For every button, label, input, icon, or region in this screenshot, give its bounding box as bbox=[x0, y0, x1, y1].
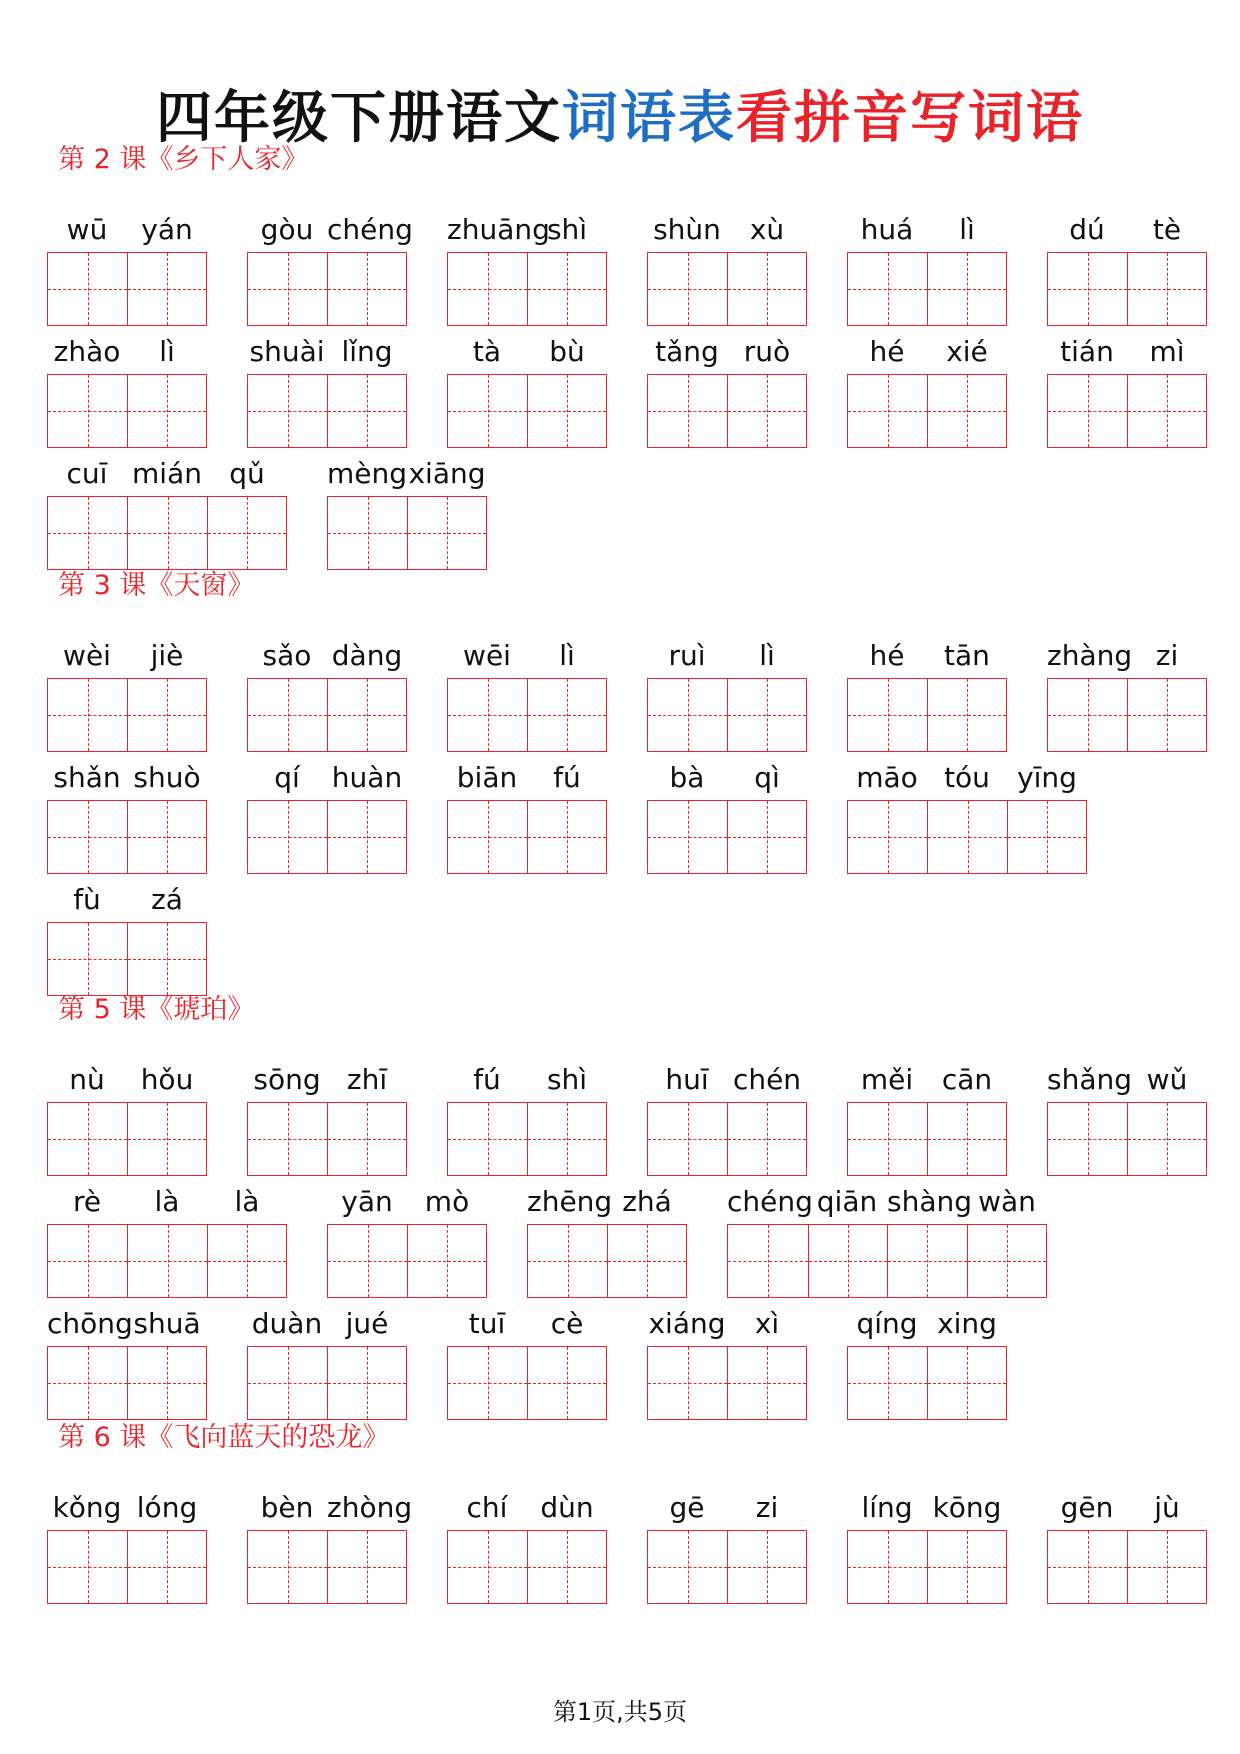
writing-grid bbox=[447, 1530, 607, 1604]
writing-cell[interactable] bbox=[1048, 253, 1127, 325]
pinyin-syllable: bà bbox=[669, 761, 705, 794]
pinyin-syllable: fù bbox=[73, 883, 101, 916]
writing-grid bbox=[47, 1102, 207, 1176]
writing-grid bbox=[447, 678, 607, 752]
pinyin-syllable: zi bbox=[755, 1491, 779, 1524]
pinyin-syllable: shùn bbox=[653, 213, 721, 246]
pinyin-syllable: bù bbox=[549, 335, 585, 368]
writing-grid bbox=[47, 922, 207, 996]
writing-cell[interactable] bbox=[648, 679, 727, 751]
writing-grid bbox=[447, 1346, 607, 1420]
writing-cell[interactable] bbox=[328, 497, 407, 569]
pinyin-syllable: hé bbox=[869, 639, 905, 672]
writing-grid bbox=[47, 800, 207, 874]
pinyin-syllable: fú bbox=[473, 1063, 501, 1096]
writing-cell[interactable] bbox=[248, 253, 327, 325]
pinyin-syllable: xiāng bbox=[408, 457, 486, 490]
pinyin-syllable: tuī bbox=[468, 1307, 506, 1340]
writing-cell[interactable] bbox=[1048, 375, 1127, 447]
pinyin-syllable: xiáng bbox=[648, 1307, 726, 1340]
pinyin-syllable: chéng bbox=[727, 1185, 813, 1218]
pinyin-syllable: shuā bbox=[133, 1307, 201, 1340]
writing-cell[interactable] bbox=[448, 801, 527, 873]
writing-cell[interactable] bbox=[327, 1103, 406, 1175]
writing-cell[interactable] bbox=[1127, 1103, 1206, 1175]
pinyin-syllable: fú bbox=[553, 761, 581, 794]
pinyin-syllable: hǒu bbox=[140, 1063, 194, 1096]
writing-grid bbox=[247, 1346, 407, 1420]
writing-cell[interactable] bbox=[527, 1531, 606, 1603]
pinyin-syllable: xié bbox=[946, 335, 988, 368]
writing-grid bbox=[47, 1224, 287, 1298]
pinyin-syllable: zhào bbox=[53, 335, 121, 368]
pinyin-syllable: lì bbox=[559, 639, 575, 672]
writing-grid bbox=[47, 374, 207, 448]
pinyin-syllable: qǔ bbox=[229, 457, 265, 490]
writing-cell[interactable] bbox=[327, 679, 406, 751]
writing-grid bbox=[327, 496, 487, 570]
writing-cell[interactable] bbox=[528, 1225, 607, 1297]
pinyin-syllable: nù bbox=[69, 1063, 105, 1096]
pinyin-syllable: tè bbox=[1152, 213, 1182, 246]
pinyin-syllable: xing bbox=[937, 1307, 997, 1340]
writing-cell[interactable] bbox=[48, 1225, 127, 1297]
writing-cell[interactable] bbox=[727, 1347, 806, 1419]
writing-cell[interactable] bbox=[887, 1225, 967, 1297]
pinyin-syllable: qí bbox=[274, 761, 300, 794]
writing-cell[interactable] bbox=[1127, 1531, 1206, 1603]
writing-cell[interactable] bbox=[48, 923, 127, 995]
writing-cell[interactable] bbox=[527, 253, 606, 325]
writing-cell[interactable] bbox=[648, 375, 727, 447]
writing-cell[interactable] bbox=[48, 801, 127, 873]
writing-cell[interactable] bbox=[527, 679, 606, 751]
pinyin-syllable: jiè bbox=[150, 639, 184, 672]
writing-cell[interactable] bbox=[127, 1347, 206, 1419]
writing-cell[interactable] bbox=[727, 253, 806, 325]
writing-cell[interactable] bbox=[848, 375, 927, 447]
pinyin-syllable: lì bbox=[959, 213, 975, 246]
pinyin-syllable: zhuāng bbox=[447, 213, 550, 246]
writing-grid bbox=[327, 1224, 487, 1298]
writing-cell[interactable] bbox=[727, 1103, 806, 1175]
pinyin-syllable: xì bbox=[754, 1307, 780, 1340]
pinyin-syllable: mò bbox=[424, 1185, 470, 1218]
writing-cell[interactable] bbox=[527, 375, 606, 447]
title-part-wordlist: 词语表 bbox=[562, 85, 736, 151]
writing-cell[interactable] bbox=[448, 375, 527, 447]
writing-cell[interactable] bbox=[1127, 679, 1206, 751]
writing-grid bbox=[247, 800, 407, 874]
pinyin-syllable: zhàng bbox=[1047, 639, 1133, 672]
writing-cell[interactable] bbox=[1127, 253, 1206, 325]
writing-cell[interactable] bbox=[48, 375, 127, 447]
writing-grid bbox=[647, 1102, 807, 1176]
pinyin-syllable: gē bbox=[669, 1491, 705, 1524]
writing-grid bbox=[647, 374, 807, 448]
writing-cell[interactable] bbox=[1048, 1103, 1127, 1175]
pinyin-syllable: gēn bbox=[1060, 1491, 1114, 1524]
writing-grid bbox=[247, 374, 407, 448]
writing-cell[interactable] bbox=[48, 497, 127, 569]
writing-cell[interactable] bbox=[728, 1225, 808, 1297]
writing-grid bbox=[247, 678, 407, 752]
writing-grid bbox=[847, 1530, 1007, 1604]
writing-grid bbox=[47, 252, 207, 326]
pinyin-syllable: lì bbox=[159, 335, 175, 368]
writing-grid bbox=[1047, 374, 1207, 448]
writing-cell[interactable] bbox=[407, 1225, 486, 1297]
writing-cell[interactable] bbox=[448, 1531, 527, 1603]
pinyin-syllable: shuài bbox=[249, 335, 325, 368]
pinyin-syllable: gòu bbox=[260, 213, 314, 246]
pinyin-syllable: jué bbox=[345, 1307, 389, 1340]
writing-cell[interactable] bbox=[648, 801, 727, 873]
writing-cell[interactable] bbox=[448, 253, 527, 325]
writing-grid bbox=[847, 1346, 1007, 1420]
pinyin-syllable: dàng bbox=[331, 639, 403, 672]
writing-cell[interactable] bbox=[808, 1225, 888, 1297]
pinyin-syllable: yīng bbox=[1017, 761, 1077, 794]
writing-cell[interactable] bbox=[927, 1531, 1006, 1603]
pinyin-syllable: jù bbox=[1154, 1491, 1180, 1524]
writing-grid bbox=[647, 678, 807, 752]
pinyin-syllable: líng bbox=[861, 1491, 913, 1524]
writing-cell[interactable] bbox=[927, 253, 1006, 325]
writing-cell[interactable] bbox=[607, 1225, 686, 1297]
pinyin-syllable: mián bbox=[132, 457, 202, 490]
writing-grid bbox=[1047, 252, 1207, 326]
writing-cell[interactable] bbox=[648, 1531, 727, 1603]
pinyin-syllable: là bbox=[234, 1185, 260, 1218]
writing-cell[interactable] bbox=[207, 497, 286, 569]
pinyin-syllable: wàn bbox=[978, 1185, 1036, 1218]
pinyin-syllable: zhá bbox=[622, 1185, 672, 1218]
writing-cell[interactable] bbox=[927, 801, 1006, 873]
writing-cell[interactable] bbox=[927, 375, 1006, 447]
writing-cell[interactable] bbox=[648, 1103, 727, 1175]
writing-cell[interactable] bbox=[328, 1225, 407, 1297]
writing-cell[interactable] bbox=[127, 923, 206, 995]
pinyin-syllable: tǎng bbox=[655, 335, 719, 368]
writing-cell[interactable] bbox=[727, 1531, 806, 1603]
pinyin-syllable: lǐng bbox=[341, 335, 393, 368]
writing-cell[interactable] bbox=[248, 1103, 327, 1175]
writing-cell[interactable] bbox=[848, 253, 927, 325]
pinyin-syllable: zhī bbox=[346, 1063, 388, 1096]
pinyin-syllable: tóu bbox=[944, 761, 990, 794]
writing-grid bbox=[1047, 1530, 1207, 1604]
writing-cell[interactable] bbox=[727, 375, 806, 447]
writing-cell[interactable] bbox=[248, 1347, 327, 1419]
writing-grid bbox=[647, 252, 807, 326]
pinyin-syllable: sōng bbox=[253, 1063, 321, 1096]
writing-cell[interactable] bbox=[327, 253, 406, 325]
writing-cell[interactable] bbox=[48, 679, 127, 751]
pinyin-syllable: sǎo bbox=[262, 639, 312, 672]
writing-cell[interactable] bbox=[848, 1531, 927, 1603]
pinyin-syllable: mì bbox=[1149, 335, 1185, 368]
writing-cell[interactable] bbox=[48, 1531, 127, 1603]
pinyin-syllable: chōng bbox=[47, 1307, 133, 1340]
pinyin-syllable: wèi bbox=[63, 639, 111, 672]
writing-grid bbox=[847, 252, 1007, 326]
writing-cell[interactable] bbox=[927, 1347, 1006, 1419]
writing-grid bbox=[47, 678, 207, 752]
pinyin-syllable: zhēng bbox=[527, 1185, 613, 1218]
writing-cell[interactable] bbox=[127, 1531, 206, 1603]
writing-grid bbox=[847, 678, 1007, 752]
writing-grid bbox=[527, 1224, 687, 1298]
writing-cell[interactable] bbox=[1127, 375, 1206, 447]
writing-cell[interactable] bbox=[327, 801, 406, 873]
pinyin-syllable: shǎn bbox=[53, 761, 121, 794]
writing-cell[interactable] bbox=[1048, 1531, 1127, 1603]
pinyin-syllable: chéng bbox=[327, 213, 413, 246]
writing-cell[interactable] bbox=[127, 801, 206, 873]
pinyin-syllable: tián bbox=[1060, 335, 1114, 368]
pinyin-syllable: huī bbox=[665, 1063, 709, 1096]
writing-cell[interactable] bbox=[527, 1103, 606, 1175]
writing-cell[interactable] bbox=[927, 679, 1006, 751]
writing-grid bbox=[727, 1224, 1047, 1298]
pinyin-syllable: dùn bbox=[540, 1491, 594, 1524]
pinyin-syllable: māo bbox=[856, 761, 918, 794]
writing-cell[interactable] bbox=[848, 1103, 927, 1175]
pinyin-syllable: qiān bbox=[816, 1185, 878, 1218]
pinyin-syllable: xù bbox=[749, 213, 785, 246]
pinyin-syllable: měi bbox=[860, 1063, 914, 1096]
lesson-header: 第 3 课《天窗》 bbox=[58, 570, 255, 601]
pinyin-syllable: cuī bbox=[66, 457, 108, 490]
writing-cell[interactable] bbox=[1007, 801, 1086, 873]
writing-cell[interactable] bbox=[207, 1225, 286, 1297]
writing-grid bbox=[247, 252, 407, 326]
writing-cell[interactable] bbox=[848, 679, 927, 751]
pinyin-syllable: ruò bbox=[743, 335, 791, 368]
writing-cell[interactable] bbox=[248, 1531, 327, 1603]
pinyin-syllable: wǔ bbox=[1146, 1063, 1188, 1096]
pinyin-syllable: zá bbox=[151, 883, 183, 916]
writing-cell[interactable] bbox=[648, 1347, 727, 1419]
pinyin-syllable: cān bbox=[941, 1063, 993, 1096]
writing-cell[interactable] bbox=[127, 1103, 206, 1175]
pinyin-syllable: zhòng bbox=[327, 1491, 413, 1524]
pinyin-syllable: huá bbox=[860, 213, 914, 246]
writing-cell[interactable] bbox=[448, 679, 527, 751]
writing-grid bbox=[447, 800, 607, 874]
title-part-task: 看拼音写词语 bbox=[736, 85, 1084, 151]
lesson-header: 第 6 课《飞向蓝天的恐龙》 bbox=[58, 1422, 390, 1453]
pinyin-syllable: chén bbox=[732, 1063, 802, 1096]
pinyin-syllable: shì bbox=[546, 1063, 588, 1096]
pinyin-syllable: tà bbox=[472, 335, 502, 368]
pinyin-syllable: kǒng bbox=[52, 1491, 122, 1524]
pinyin-syllable: kōng bbox=[932, 1491, 1002, 1524]
writing-grid bbox=[247, 1102, 407, 1176]
writing-cell[interactable] bbox=[127, 679, 206, 751]
writing-cell[interactable] bbox=[727, 801, 806, 873]
writing-grid bbox=[847, 800, 1087, 874]
pinyin-syllable: huàn bbox=[331, 761, 403, 794]
writing-cell[interactable] bbox=[727, 679, 806, 751]
pinyin-syllable: wū bbox=[66, 213, 108, 246]
writing-grid bbox=[647, 1530, 807, 1604]
pinyin-syllable: hé bbox=[869, 335, 905, 368]
pinyin-syllable: wēi bbox=[463, 639, 511, 672]
pinyin-syllable: là bbox=[154, 1185, 180, 1218]
pinyin-syllable: zi bbox=[1155, 639, 1179, 672]
pinyin-syllable: tān bbox=[944, 639, 990, 672]
pinyin-syllable: shì bbox=[546, 213, 588, 246]
writing-grid bbox=[447, 1102, 607, 1176]
writing-cell[interactable] bbox=[248, 801, 327, 873]
writing-cell[interactable] bbox=[48, 1103, 127, 1175]
writing-cell[interactable] bbox=[527, 801, 606, 873]
writing-cell[interactable] bbox=[127, 497, 206, 569]
writing-cell[interactable] bbox=[48, 253, 127, 325]
writing-cell[interactable] bbox=[327, 375, 406, 447]
title-part-grade: 四年级下册语文 bbox=[156, 85, 562, 151]
writing-grid bbox=[647, 800, 807, 874]
writing-grid bbox=[847, 1102, 1007, 1176]
writing-grid bbox=[647, 1346, 807, 1420]
writing-cell[interactable] bbox=[848, 1347, 927, 1419]
writing-cell[interactable] bbox=[927, 1103, 1006, 1175]
pinyin-syllable: yān bbox=[341, 1185, 393, 1218]
pinyin-syllable: qíng bbox=[856, 1307, 918, 1340]
lesson-header: 第 2 课《乡下人家》 bbox=[58, 144, 309, 175]
writing-cell[interactable] bbox=[527, 1347, 606, 1419]
writing-cell[interactable] bbox=[327, 1347, 406, 1419]
pinyin-syllable: yán bbox=[141, 213, 193, 246]
writing-cell[interactable] bbox=[127, 375, 206, 447]
writing-cell[interactable] bbox=[248, 375, 327, 447]
writing-cell[interactable] bbox=[327, 1531, 406, 1603]
writing-cell[interactable] bbox=[648, 253, 727, 325]
pinyin-syllable: shǎng bbox=[1047, 1063, 1133, 1096]
pinyin-syllable: lóng bbox=[136, 1491, 198, 1524]
pinyin-syllable: qì bbox=[754, 761, 780, 794]
writing-cell[interactable] bbox=[448, 1103, 527, 1175]
pinyin-syllable: ruì bbox=[668, 639, 706, 672]
writing-grid bbox=[447, 252, 607, 326]
pinyin-syllable: biān bbox=[456, 761, 518, 794]
pinyin-syllable: mèng bbox=[327, 457, 408, 490]
writing-grid bbox=[47, 1346, 207, 1420]
writing-grid bbox=[1047, 678, 1207, 752]
writing-grid bbox=[247, 1530, 407, 1604]
pinyin-syllable: shuò bbox=[133, 761, 201, 794]
pinyin-syllable: dú bbox=[1069, 213, 1105, 246]
lesson-header: 第 5 课《琥珀》 bbox=[58, 994, 255, 1025]
pinyin-syllable: lì bbox=[759, 639, 775, 672]
page-footer: 第1页,共5页 bbox=[552, 1698, 688, 1726]
writing-grid bbox=[447, 374, 607, 448]
writing-cell[interactable] bbox=[248, 679, 327, 751]
writing-cell[interactable] bbox=[448, 1347, 527, 1419]
writing-grid bbox=[47, 1530, 207, 1604]
pinyin-syllable: chí bbox=[466, 1491, 508, 1524]
writing-cell[interactable] bbox=[1048, 679, 1127, 751]
writing-grid bbox=[847, 374, 1007, 448]
pinyin-syllable: rè bbox=[72, 1185, 102, 1218]
writing-cell[interactable] bbox=[848, 801, 927, 873]
writing-cell[interactable] bbox=[127, 253, 206, 325]
pinyin-syllable: shàng bbox=[887, 1185, 973, 1218]
writing-cell[interactable] bbox=[127, 1225, 206, 1297]
writing-grid bbox=[1047, 1102, 1207, 1176]
writing-cell[interactable] bbox=[407, 497, 486, 569]
pinyin-syllable: bèn bbox=[260, 1491, 314, 1524]
writing-cell[interactable] bbox=[48, 1347, 127, 1419]
pinyin-syllable: cè bbox=[550, 1307, 584, 1340]
writing-grid bbox=[47, 496, 287, 570]
writing-cell[interactable] bbox=[967, 1225, 1047, 1297]
pinyin-syllable: duàn bbox=[251, 1307, 323, 1340]
